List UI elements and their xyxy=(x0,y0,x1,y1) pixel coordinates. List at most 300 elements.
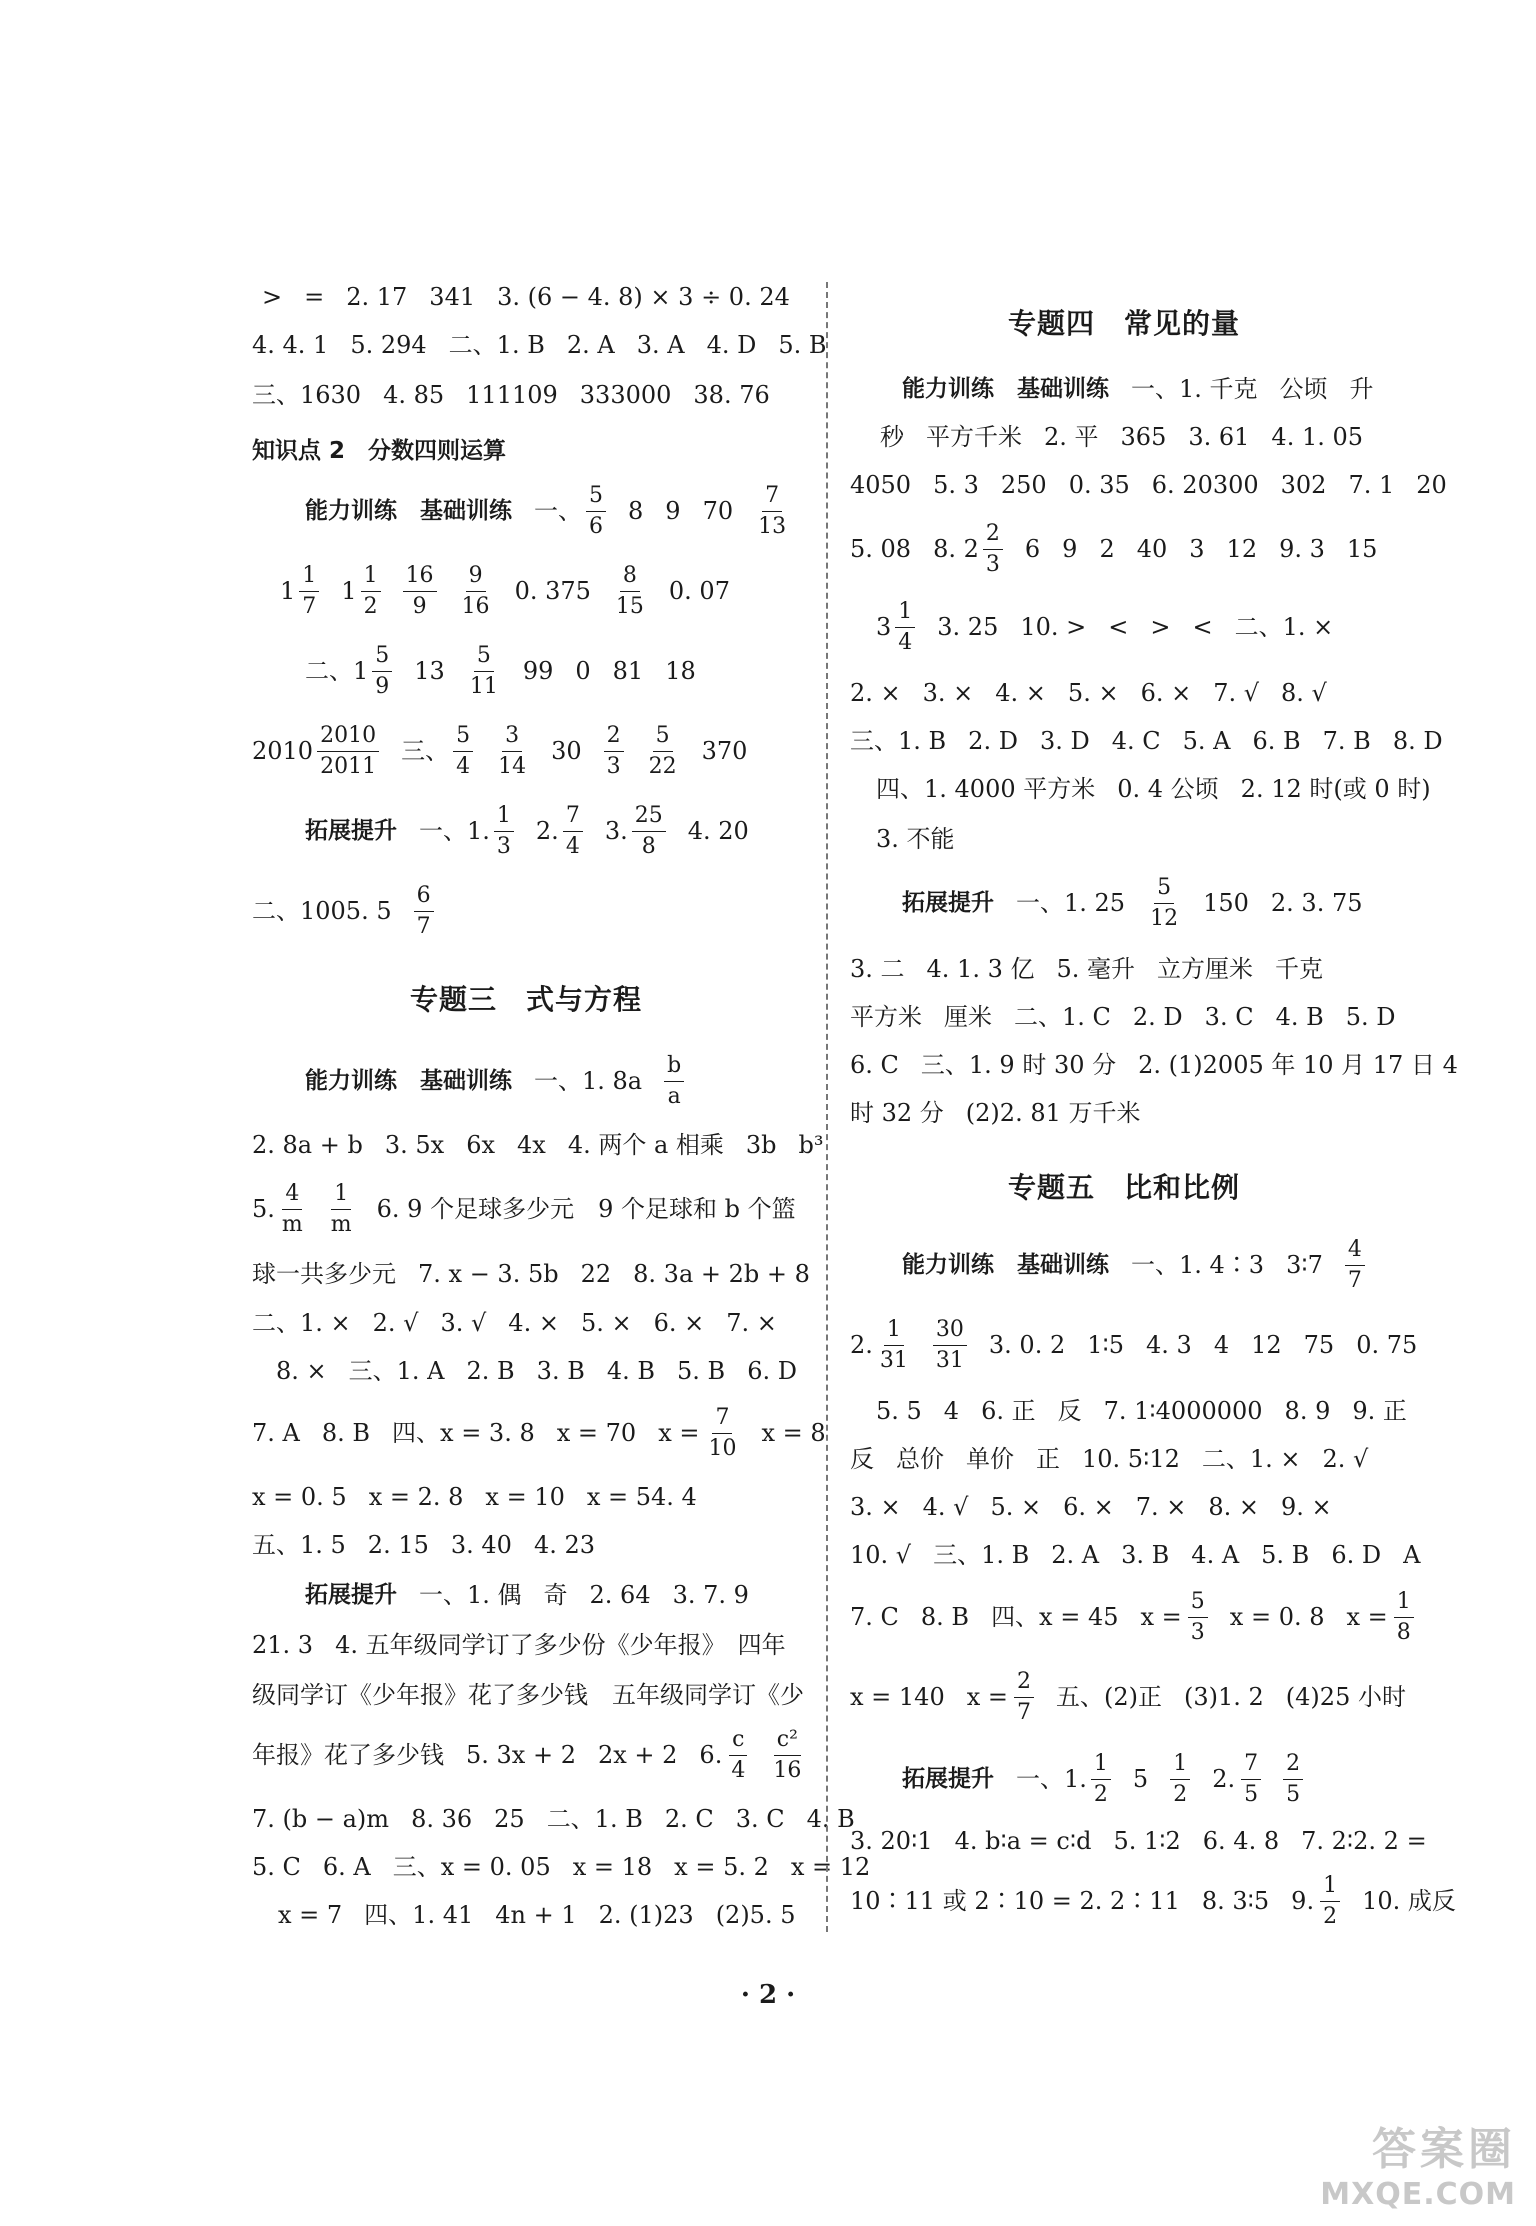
numerator: 1 xyxy=(494,805,514,832)
fraction xyxy=(728,1726,748,1783)
answer-text: 6. 4. 8 xyxy=(1202,1827,1280,1855)
answer-text: 6. 9 个足球多少元 9 个足球和 b 个篮 xyxy=(376,1195,796,1223)
fraction xyxy=(372,642,392,699)
answer-text: > xyxy=(1150,613,1171,641)
numerator: 5 xyxy=(586,485,606,512)
denominator: 5 xyxy=(1244,1781,1259,1807)
answer-text: 99 xyxy=(522,657,554,685)
answer-text: 三、1630 xyxy=(252,381,362,409)
answer-text: 0. 35 xyxy=(1068,471,1130,499)
answer-text: x = 54. 4 xyxy=(586,1483,697,1511)
answer-text: 三、1. B xyxy=(933,1541,1030,1569)
denominator: 2 xyxy=(1173,1781,1188,1807)
numerator: 2 xyxy=(604,725,624,752)
answer-text: 6. C xyxy=(850,1051,899,1079)
fraction xyxy=(983,520,1003,577)
answer-text: 一、 xyxy=(534,497,582,525)
answer-text: 2. 8a + b xyxy=(252,1131,363,1159)
training-label: 能力训练 基础训练 xyxy=(305,1067,512,1094)
numerator: 8 xyxy=(620,565,640,592)
answer-text: 9. × xyxy=(1281,1493,1332,1521)
denominator: 15 xyxy=(615,593,644,619)
answer-text: > xyxy=(262,283,283,311)
answer-text: 22 xyxy=(580,1260,612,1288)
fraction xyxy=(1320,1872,1340,1929)
answer-text: 4. 20 xyxy=(687,817,749,845)
answer-text: 3. 不能 xyxy=(876,825,955,853)
answer-text: 6. × xyxy=(653,1309,705,1337)
answer-text: (4)25 小时 xyxy=(1285,1683,1406,1711)
answer-text: 10∶11 或 2∶10 = 2. 2∶11 xyxy=(850,1887,1180,1915)
answer-text: 302 xyxy=(1280,471,1327,499)
fraction xyxy=(494,802,514,859)
denominator: m xyxy=(281,1211,303,1237)
answer-text: 40 xyxy=(1136,535,1168,563)
denominator: 3 xyxy=(1190,1619,1205,1645)
numerator: 1 xyxy=(361,565,381,592)
answer-text: 4. 3 xyxy=(1146,1331,1192,1359)
answer-text: 7. × xyxy=(726,1309,777,1337)
fraction xyxy=(1188,1588,1208,1645)
answer-text: 10. √ xyxy=(850,1541,912,1569)
numerator: 1 xyxy=(1394,1591,1414,1618)
answer-text: 二、1005. 5 xyxy=(252,897,392,925)
denominator: 13 xyxy=(758,513,787,539)
fraction xyxy=(1241,1750,1261,1807)
denominator: 5 xyxy=(1286,1781,1301,1807)
answer-text: 333000 xyxy=(579,381,672,409)
answer-text: 6. B xyxy=(1252,727,1301,755)
answer-line xyxy=(876,756,1431,822)
answer-text: 4. D xyxy=(706,331,757,359)
denominator: 7 xyxy=(302,593,317,619)
answer-text: 2. √ xyxy=(1322,1445,1369,1473)
answer-text: 7. 2∶2. 2 = xyxy=(1301,1827,1427,1855)
answer-text: 2. A xyxy=(1051,1541,1100,1569)
answer-text: 9 xyxy=(665,497,681,525)
answer-text: 3. 7. 9 xyxy=(672,1581,749,1609)
answer-text: 2. A xyxy=(566,331,615,359)
answer-text: 250 xyxy=(1000,471,1047,499)
answer-text: 6x xyxy=(466,1131,495,1159)
answer-text: 四、1. 41 xyxy=(364,1901,474,1929)
fraction xyxy=(1394,1588,1414,1645)
numerator: 5 xyxy=(453,725,473,752)
answer-text: 平方米 xyxy=(850,1003,922,1031)
denominator: 3 xyxy=(606,753,621,779)
answer-text: 2. (1)2005 年 10 月 17 日 4 xyxy=(1138,1051,1458,1079)
numerator: 5 xyxy=(372,645,392,672)
answer-text: 7. C xyxy=(850,1603,899,1631)
denominator: 3 xyxy=(985,551,1000,577)
answer-text: 三、1. B xyxy=(850,727,947,755)
answer-text: 6. xyxy=(699,1741,723,1769)
answer-text: 厘米 xyxy=(944,1003,992,1031)
training-label: 能力训练 基础训练 xyxy=(902,1251,1109,1278)
denominator: 4 xyxy=(731,1757,746,1783)
denominator: 16 xyxy=(461,593,490,619)
training-label: 拓展提升 xyxy=(902,889,994,916)
answer-text: 四、1. 4000 平方米 xyxy=(876,775,1096,803)
answer-text: 38. 76 xyxy=(693,381,770,409)
answer-text: 3 xyxy=(1189,535,1205,563)
answer-text: x = 10 xyxy=(485,1483,565,1511)
answer-text: 一、1. 8a xyxy=(534,1067,643,1095)
answer-text: 4. 23 xyxy=(533,1531,596,1559)
answer-text: 3. C xyxy=(735,1805,785,1833)
fraction xyxy=(613,562,647,619)
denominator: 2011 xyxy=(320,753,377,779)
answer-text: 15 xyxy=(1346,535,1378,563)
answer-text: x = 18 xyxy=(572,1853,653,1881)
answer-text: 4. B xyxy=(1275,1003,1324,1031)
fraction xyxy=(1014,1668,1034,1725)
page-number: · 2 · xyxy=(740,1980,796,2010)
answer-text: (2)5. 5 xyxy=(715,1901,796,1929)
answer-text: 反 xyxy=(850,1445,874,1473)
answer-text: 4. 4. 1 xyxy=(252,331,329,359)
numerator: 2 xyxy=(983,523,1003,550)
answer-line xyxy=(902,870,1362,936)
numerator: 2 xyxy=(1283,1753,1303,1780)
numerator: 2 xyxy=(1014,1671,1034,1698)
answer-text: 9. xyxy=(1291,1887,1315,1915)
fraction xyxy=(770,1726,804,1783)
numerator: 1 xyxy=(331,1183,351,1210)
answer-text: 一、1. xyxy=(419,817,490,845)
answer-text: 6. 20300 xyxy=(1151,471,1259,499)
fraction xyxy=(459,562,493,619)
answer-text: x = 0. 8 xyxy=(1229,1603,1325,1631)
answer-text: 二、1 xyxy=(305,657,369,685)
answer-text: 0 xyxy=(575,657,591,685)
numerator: 1 xyxy=(1320,1875,1340,1902)
answer-text: 3. 61 xyxy=(1188,423,1250,451)
answer-line xyxy=(305,638,696,704)
answer-text: 9 xyxy=(1062,535,1078,563)
answer-text: x = xyxy=(658,1419,700,1447)
answer-text: 5. × xyxy=(990,1493,1042,1521)
denominator: 9 xyxy=(375,673,390,699)
answer-text: 3. 二 xyxy=(850,955,905,983)
numerator: 1 xyxy=(1091,1753,1111,1780)
answer-text: 3. 0. 2 xyxy=(988,1331,1066,1359)
answer-text: 4050 xyxy=(850,471,912,499)
answer-text: 年报》花了多少钱 xyxy=(252,1741,444,1769)
answer-text: 5. 294 xyxy=(350,331,427,359)
denominator: 8 xyxy=(1396,1619,1411,1645)
answer-text: 三、1. 9 时 30 分 xyxy=(920,1051,1117,1079)
fraction xyxy=(664,1052,684,1109)
answer-text: A xyxy=(1403,1541,1421,1569)
answer-text: 9. 3 xyxy=(1279,535,1325,563)
answer-line xyxy=(305,478,789,544)
training-label: 拓展提升 xyxy=(305,817,397,844)
answer-text: 10. > xyxy=(1020,613,1087,641)
answer-text: 5. C xyxy=(252,1853,301,1881)
answer-text: 3. C xyxy=(1204,1003,1254,1031)
answer-text: 4. 1. 05 xyxy=(1271,423,1364,451)
fraction xyxy=(414,882,434,939)
answer-text: 2. 平 xyxy=(1044,423,1099,451)
answer-line xyxy=(902,1232,1365,1298)
answer-text: 8 xyxy=(628,497,644,525)
numerator: 5 xyxy=(653,725,673,752)
answer-text: 一、1. 25 xyxy=(1016,889,1126,917)
answer-text: 9. 正 xyxy=(1352,1397,1407,1425)
fraction xyxy=(299,562,319,619)
numerator: c xyxy=(729,1729,747,1756)
answer-text: 12 xyxy=(1251,1331,1282,1359)
fraction xyxy=(755,482,789,539)
denominator: 16 xyxy=(773,1757,802,1783)
answer-text: 5. A xyxy=(1182,727,1231,755)
answer-text: 4x xyxy=(517,1131,546,1159)
numerator: 7 xyxy=(1241,1753,1261,1780)
answer-line xyxy=(252,362,770,428)
answer-text: 10. 5∶12 xyxy=(1082,1445,1180,1473)
training-label: 拓展提升 xyxy=(305,1581,397,1608)
answer-line xyxy=(280,558,730,624)
answer-text: 级同学订《少年报》花了多少钱 五年级同学订《少 xyxy=(252,1681,804,1709)
answer-text: 8. × xyxy=(276,1357,327,1385)
answer-line xyxy=(278,1882,795,1948)
answer-text: 3. B xyxy=(536,1357,585,1385)
fraction xyxy=(1147,874,1181,931)
answer-text: 2. × xyxy=(850,679,901,707)
denominator: 2 xyxy=(1323,1903,1338,1929)
answer-text: b³ xyxy=(798,1131,824,1159)
answer-text: 341 xyxy=(429,283,476,311)
answer-line xyxy=(850,452,1447,518)
fraction xyxy=(604,722,624,779)
denominator: 7 xyxy=(1017,1699,1031,1725)
answer-text: x = 70 xyxy=(556,1419,637,1447)
answer-text: 二、1. × xyxy=(252,1309,351,1337)
answer-text: x = 5. 2 xyxy=(674,1853,769,1881)
denominator: 9 xyxy=(412,593,427,619)
answer-text: 4. × xyxy=(995,679,1046,707)
answer-text: 2. 3. 75 xyxy=(1270,889,1363,917)
answer-text: 3 xyxy=(876,613,892,641)
answer-text: 7. √ xyxy=(1213,679,1260,707)
answer-text: 8. B xyxy=(321,1419,371,1447)
answer-text: 7. B xyxy=(1322,727,1371,755)
answer-text: 75 xyxy=(1303,1331,1335,1359)
denominator: 12 xyxy=(1150,905,1179,931)
answer-text: 1 xyxy=(341,577,357,605)
answer-text: 正 xyxy=(1036,1445,1060,1473)
fraction xyxy=(933,1316,967,1373)
answer-text: 7. (b − a)m xyxy=(252,1805,390,1833)
answer-text: 13 xyxy=(414,657,445,685)
answer-text: 3. √ xyxy=(440,1309,487,1337)
answer-text: 6 xyxy=(1024,535,1041,563)
answer-text: 四、x = 45 xyxy=(991,1603,1119,1631)
answer-text: 3. B xyxy=(1121,1541,1170,1569)
topic-title: 专题三 式与方程 xyxy=(410,983,643,1016)
answer-text: 0. 07 xyxy=(668,577,730,605)
numerator: 1 xyxy=(884,1319,904,1346)
answer-text: 6. D xyxy=(1331,1541,1382,1569)
numerator: b xyxy=(664,1055,684,1082)
watermark-site: MXQE.COM xyxy=(1320,2177,1516,2212)
topic-title: 专题五 比和比例 xyxy=(1008,1171,1241,1204)
answer-text: 3. 40 xyxy=(450,1531,512,1559)
answer-text: 2. B xyxy=(466,1357,515,1385)
answer-line xyxy=(850,1584,1414,1650)
numerator: 5 xyxy=(474,645,494,672)
numerator: 25 xyxy=(632,805,666,832)
numerator: 4 xyxy=(282,1183,302,1210)
denominator: 2 xyxy=(363,593,378,619)
fraction xyxy=(1091,1750,1111,1807)
answer-text: 2. 15 xyxy=(367,1531,429,1559)
answer-text: 反 xyxy=(1057,1397,1082,1425)
answer-text: 5. 08 xyxy=(850,535,912,563)
denominator: 14 xyxy=(498,753,527,779)
answer-text: 3. × xyxy=(850,1493,901,1521)
answer-line xyxy=(876,806,955,872)
numerator: 4 xyxy=(1345,1239,1365,1266)
answer-text: 4. A xyxy=(1191,1541,1240,1569)
denominator: 31 xyxy=(879,1347,908,1373)
answer-text: 单价 xyxy=(966,1445,1014,1473)
answer-text: 0. 375 xyxy=(514,577,591,605)
answer-text: 5. B xyxy=(1261,1541,1310,1569)
denominator: a xyxy=(667,1083,681,1109)
answer-text: 3. 25 xyxy=(937,613,999,641)
answer-text: 3. 5x xyxy=(384,1131,445,1159)
numerator: 16 xyxy=(403,565,437,592)
denominator: 4 xyxy=(898,629,913,655)
training-label: 能力训练 基础训练 xyxy=(305,497,512,524)
answer-line xyxy=(850,1522,1420,1588)
answer-text: 1 xyxy=(280,577,296,605)
answer-text: x = xyxy=(966,1683,1008,1711)
answer-text: 18 xyxy=(665,657,696,685)
answer-text: 8. √ xyxy=(1281,679,1327,707)
answer-text: 2 xyxy=(1099,535,1115,563)
fraction xyxy=(1283,1750,1303,1807)
answer-text: 8. 3a + 2b + 8 xyxy=(633,1260,810,1288)
answer-text: 二、1. × xyxy=(1234,613,1334,641)
column-divider xyxy=(826,282,828,1932)
numerator: 7 xyxy=(712,1407,732,1434)
numerator: 2010 xyxy=(317,725,379,752)
answer-text: x = 7 xyxy=(278,1901,343,1929)
fraction xyxy=(495,722,529,779)
answer-text: 7. 1 xyxy=(1348,471,1395,499)
answer-text: 4. 85 xyxy=(383,381,445,409)
answer-text: 2010 xyxy=(252,737,314,765)
answer-text: 公顷 xyxy=(1279,375,1328,403)
answer-text: 4. 五年级同学订了多少份《少年报》 四年 xyxy=(335,1631,786,1659)
watermark-brand: 答案圈 xyxy=(1372,2124,1516,2175)
answer-text: 8. D xyxy=(1392,727,1443,755)
answer-text: 2. xyxy=(535,817,559,845)
answer-text: x = 0. 5 xyxy=(252,1483,347,1511)
fraction xyxy=(563,802,583,859)
fraction xyxy=(705,1404,739,1461)
answer-text: 4. 两个 a 相乘 xyxy=(567,1131,724,1159)
denominator: 2 xyxy=(1093,1781,1108,1807)
answer-text: 五、1. 5 xyxy=(252,1531,346,1559)
denominator: 7 xyxy=(1347,1267,1362,1293)
answer-text: x = 2. 8 xyxy=(368,1483,464,1511)
answer-text: 70 xyxy=(702,497,734,525)
answer-text: 2. 17 xyxy=(346,283,408,311)
answer-text: 2. 12 时(或 0 时) xyxy=(1240,775,1431,803)
answer-text: 二、1. C xyxy=(1014,1003,1111,1031)
answer-line xyxy=(305,1048,684,1114)
answer-text: 2. C xyxy=(664,1805,714,1833)
answer-text: 三、 xyxy=(401,737,450,765)
answer-text: 0. 75 xyxy=(1356,1331,1418,1359)
fraction xyxy=(877,1316,911,1373)
answer-text: < xyxy=(1108,613,1129,641)
answer-text: 150 xyxy=(1203,889,1249,917)
answer-text: x = xyxy=(1346,1603,1388,1631)
answer-line xyxy=(252,1176,796,1242)
numerator: 7 xyxy=(563,805,583,832)
answer-line xyxy=(252,1112,824,1178)
answer-text: 0. 4 公顷 xyxy=(1117,775,1219,803)
answer-text: 4. √ xyxy=(922,1493,969,1521)
answer-text: 二、1. × xyxy=(1201,1445,1301,1473)
answer-text: 2. D xyxy=(968,727,1018,755)
answer-line xyxy=(252,1722,804,1788)
fraction xyxy=(895,598,915,655)
answer-text: 立方厘米 xyxy=(1157,955,1254,983)
answer-text: 7. x − 3. 5b xyxy=(418,1260,559,1288)
numerator: 1 xyxy=(895,601,915,628)
answer-line xyxy=(276,1338,797,1404)
denominator: 10 xyxy=(708,1435,737,1461)
answer-text: 4 xyxy=(1213,1331,1230,1359)
answer-text: 365 xyxy=(1120,423,1167,451)
answer-text: 一、1. xyxy=(1016,1765,1087,1793)
watermark-logo xyxy=(1320,2113,1516,2212)
answer-text: 8. 9 xyxy=(1284,1397,1331,1425)
numerator: 1 xyxy=(1170,1753,1190,1780)
fraction xyxy=(1345,1236,1365,1293)
answer-text: 2. D xyxy=(1132,1003,1183,1031)
answer-text: 6. × xyxy=(1140,679,1192,707)
denominator: 31 xyxy=(935,1347,964,1373)
answer-text: 4. B xyxy=(606,1357,656,1385)
answer-text: 6. 正 xyxy=(981,1397,1036,1425)
fraction xyxy=(467,642,501,699)
numerator: 7 xyxy=(762,485,782,512)
answer-text: 3. 20∶1 xyxy=(850,1827,933,1855)
answer-text: 4. 1. 3 亿 xyxy=(926,955,1035,983)
fraction xyxy=(1170,1750,1190,1807)
answer-line xyxy=(902,1746,1303,1812)
answer-text: 三、1. A xyxy=(348,1357,445,1385)
answer-text: 10. 成反 xyxy=(1362,1887,1456,1915)
numerator: 5 xyxy=(1154,877,1174,904)
answer-text: 5. 5 xyxy=(876,1397,922,1425)
answer-text: 21. 3 xyxy=(252,1631,314,1659)
answer-text: 25 xyxy=(494,1805,525,1833)
answer-text: 球一共多少元 xyxy=(252,1260,396,1288)
answer-text: 2. √ xyxy=(372,1309,419,1337)
answer-text: 5. 3x + 2 xyxy=(466,1741,576,1769)
answer-text: 8. 36 xyxy=(411,1805,473,1833)
answer-text: 1∶5 xyxy=(1087,1331,1125,1359)
answer-text: 五、(2)正 xyxy=(1056,1683,1162,1711)
